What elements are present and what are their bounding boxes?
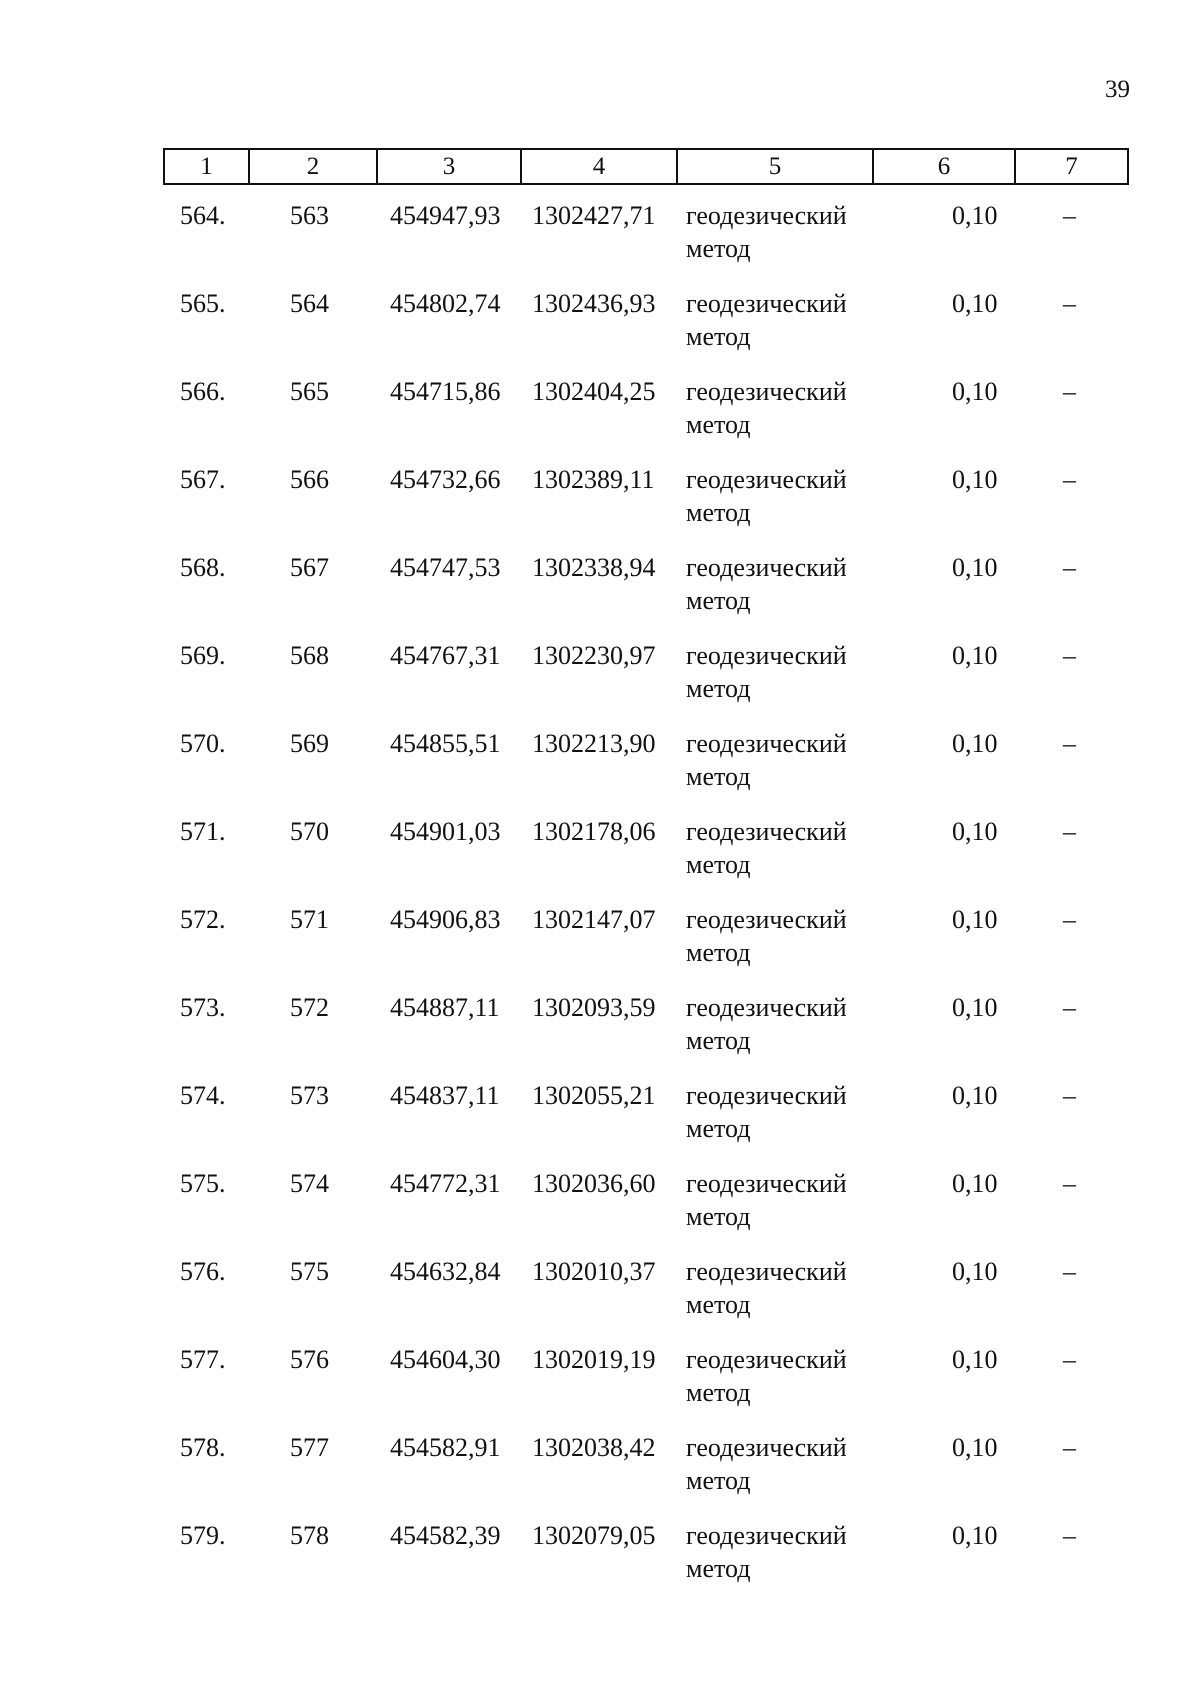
y-coordinate: 1302213,90 [532, 729, 656, 758]
accuracy-value: 0,10 [952, 465, 998, 494]
x-coordinate: 454855,51 [390, 729, 501, 758]
y-coordinate: 1302019,19 [532, 1345, 656, 1374]
x-coordinate: 454947,93 [390, 201, 501, 230]
method-line-2: метод [686, 1290, 751, 1319]
method-line-2: метод [686, 322, 751, 351]
note-dash: – [1063, 729, 1076, 758]
note-dash: – [1063, 377, 1076, 406]
x-coordinate: 454772,31 [390, 1169, 501, 1198]
table-row [0, 1519, 1200, 1607]
method-line-2: метод [686, 1378, 751, 1407]
x-coordinate: 454802,74 [390, 289, 501, 318]
method-line-2: метод [686, 938, 751, 967]
point-number: 564 [290, 289, 329, 318]
row-number: 574. [180, 1081, 226, 1110]
method-line-2: метод [686, 1202, 751, 1231]
method-line-1: геодезический [686, 553, 847, 582]
accuracy-value: 0,10 [952, 553, 998, 582]
method-line-1: геодезический [686, 1257, 847, 1286]
method-line-2: метод [686, 850, 751, 879]
x-coordinate: 454906,83 [390, 905, 501, 934]
method-line-2: метод [686, 410, 751, 439]
row-number: 570. [180, 729, 226, 758]
method-line-2: метод [686, 1114, 751, 1143]
method-line-1: геодезический [686, 641, 847, 670]
table-row [0, 1431, 1200, 1519]
row-number: 567. [180, 465, 226, 494]
accuracy-value: 0,10 [952, 1169, 998, 1198]
note-dash: – [1063, 1081, 1076, 1110]
x-coordinate: 454747,53 [390, 553, 501, 582]
table-row [0, 639, 1200, 727]
row-number: 573. [180, 993, 226, 1022]
table-row [0, 199, 1200, 287]
note-dash: – [1063, 1433, 1076, 1462]
column-header-4: 4 [521, 149, 677, 184]
note-dash: – [1063, 1521, 1076, 1550]
column-header-7: 7 [1015, 149, 1128, 184]
point-number: 577 [290, 1433, 329, 1462]
x-coordinate: 454887,11 [390, 993, 500, 1022]
note-dash: – [1063, 1345, 1076, 1374]
column-header-2: 2 [249, 149, 377, 184]
point-number: 565 [290, 377, 329, 406]
accuracy-value: 0,10 [952, 993, 998, 1022]
column-header-6: 6 [873, 149, 1015, 184]
accuracy-value: 0,10 [952, 1345, 998, 1374]
accuracy-value: 0,10 [952, 289, 998, 318]
point-number: 571 [290, 905, 329, 934]
note-dash: – [1063, 1257, 1076, 1286]
point-number: 575 [290, 1257, 329, 1286]
x-coordinate: 454632,84 [390, 1257, 501, 1286]
accuracy-value: 0,10 [952, 817, 998, 846]
row-number: 578. [180, 1433, 226, 1462]
y-coordinate: 1302436,93 [532, 289, 656, 318]
table-row [0, 903, 1200, 991]
column-header-3: 3 [377, 149, 521, 184]
x-coordinate: 454901,03 [390, 817, 501, 846]
table-row [0, 815, 1200, 903]
table-body [0, 199, 1200, 1607]
method-line-2: метод [686, 1026, 751, 1055]
y-coordinate: 1302010,37 [532, 1257, 656, 1286]
y-coordinate: 1302093,59 [532, 993, 656, 1022]
method-line-1: геодезический [686, 993, 847, 1022]
x-coordinate: 454837,11 [390, 1081, 500, 1110]
method-line-1: геодезический [686, 201, 847, 230]
method-line-1: геодезический [686, 1081, 847, 1110]
y-coordinate: 1302178,06 [532, 817, 656, 846]
method-line-2: метод [686, 674, 751, 703]
row-number: 579. [180, 1521, 226, 1550]
method-line-1: геодезический [686, 729, 847, 758]
table-row [0, 463, 1200, 551]
row-number: 575. [180, 1169, 226, 1198]
method-line-1: геодезический [686, 1345, 847, 1374]
y-coordinate: 1302404,25 [532, 377, 656, 406]
note-dash: – [1063, 817, 1076, 846]
table-row [0, 727, 1200, 815]
point-number: 563 [290, 201, 329, 230]
point-number: 569 [290, 729, 329, 758]
point-number: 568 [290, 641, 329, 670]
method-line-2: метод [686, 1554, 751, 1583]
point-number: 574 [290, 1169, 329, 1198]
y-coordinate: 1302055,21 [532, 1081, 656, 1110]
page-number: 39 [1105, 76, 1130, 103]
note-dash: – [1063, 641, 1076, 670]
table-row [0, 1255, 1200, 1343]
accuracy-value: 0,10 [952, 201, 998, 230]
point-number: 572 [290, 993, 329, 1022]
accuracy-value: 0,10 [952, 1521, 998, 1550]
x-coordinate: 454582,91 [390, 1433, 501, 1462]
point-number: 578 [290, 1521, 329, 1550]
column-header-5: 5 [677, 149, 873, 184]
note-dash: – [1063, 1169, 1076, 1198]
accuracy-value: 0,10 [952, 1433, 998, 1462]
method-line-2: метод [686, 586, 751, 615]
table-row [0, 375, 1200, 463]
row-number: 568. [180, 553, 226, 582]
note-dash: – [1063, 289, 1076, 318]
table-row [0, 1079, 1200, 1167]
accuracy-value: 0,10 [952, 377, 998, 406]
row-number: 577. [180, 1345, 226, 1374]
x-coordinate: 454582,39 [390, 1521, 501, 1550]
column-header-table [163, 148, 1129, 185]
accuracy-value: 0,10 [952, 1257, 998, 1286]
method-line-1: геодезический [686, 289, 847, 318]
method-line-2: метод [686, 762, 751, 791]
point-number: 573 [290, 1081, 329, 1110]
row-number: 565. [180, 289, 226, 318]
accuracy-value: 0,10 [952, 1081, 998, 1110]
x-coordinate: 454715,86 [390, 377, 501, 406]
row-number: 564. [180, 201, 226, 230]
point-number: 576 [290, 1345, 329, 1374]
table-row [0, 991, 1200, 1079]
table-row [0, 1343, 1200, 1431]
method-line-2: метод [686, 234, 751, 263]
x-coordinate: 454767,31 [390, 641, 501, 670]
column-header-1: 1 [164, 149, 249, 184]
method-line-2: метод [686, 498, 751, 527]
method-line-1: геодезический [686, 1433, 847, 1462]
y-coordinate: 1302147,07 [532, 905, 656, 934]
column-header-row [164, 149, 1128, 184]
note-dash: – [1063, 553, 1076, 582]
note-dash: – [1063, 905, 1076, 934]
note-dash: – [1063, 201, 1076, 230]
y-coordinate: 1302038,42 [532, 1433, 656, 1462]
accuracy-value: 0,10 [952, 641, 998, 670]
point-number: 570 [290, 817, 329, 846]
row-number: 572. [180, 905, 226, 934]
row-number: 576. [180, 1257, 226, 1286]
y-coordinate: 1302338,94 [532, 553, 656, 582]
point-number: 566 [290, 465, 329, 494]
row-number: 569. [180, 641, 226, 670]
x-coordinate: 454732,66 [390, 465, 501, 494]
method-line-1: геодезический [686, 377, 847, 406]
row-number: 566. [180, 377, 226, 406]
note-dash: – [1063, 465, 1076, 494]
method-line-1: геодезический [686, 465, 847, 494]
method-line-1: геодезический [686, 1521, 847, 1550]
y-coordinate: 1302230,97 [532, 641, 656, 670]
table-row [0, 1167, 1200, 1255]
row-number: 571. [180, 817, 226, 846]
note-dash: – [1063, 993, 1076, 1022]
y-coordinate: 1302036,60 [532, 1169, 656, 1198]
y-coordinate: 1302079,05 [532, 1521, 656, 1550]
accuracy-value: 0,10 [952, 729, 998, 758]
accuracy-value: 0,10 [952, 905, 998, 934]
table-row [0, 551, 1200, 639]
point-number: 567 [290, 553, 329, 582]
method-line-1: геодезический [686, 905, 847, 934]
method-line-2: метод [686, 1466, 751, 1495]
x-coordinate: 454604,30 [390, 1345, 501, 1374]
y-coordinate: 1302389,11 [532, 465, 655, 494]
method-line-1: геодезический [686, 1169, 847, 1198]
y-coordinate: 1302427,71 [532, 201, 656, 230]
method-line-1: геодезический [686, 817, 847, 846]
table-row [0, 287, 1200, 375]
